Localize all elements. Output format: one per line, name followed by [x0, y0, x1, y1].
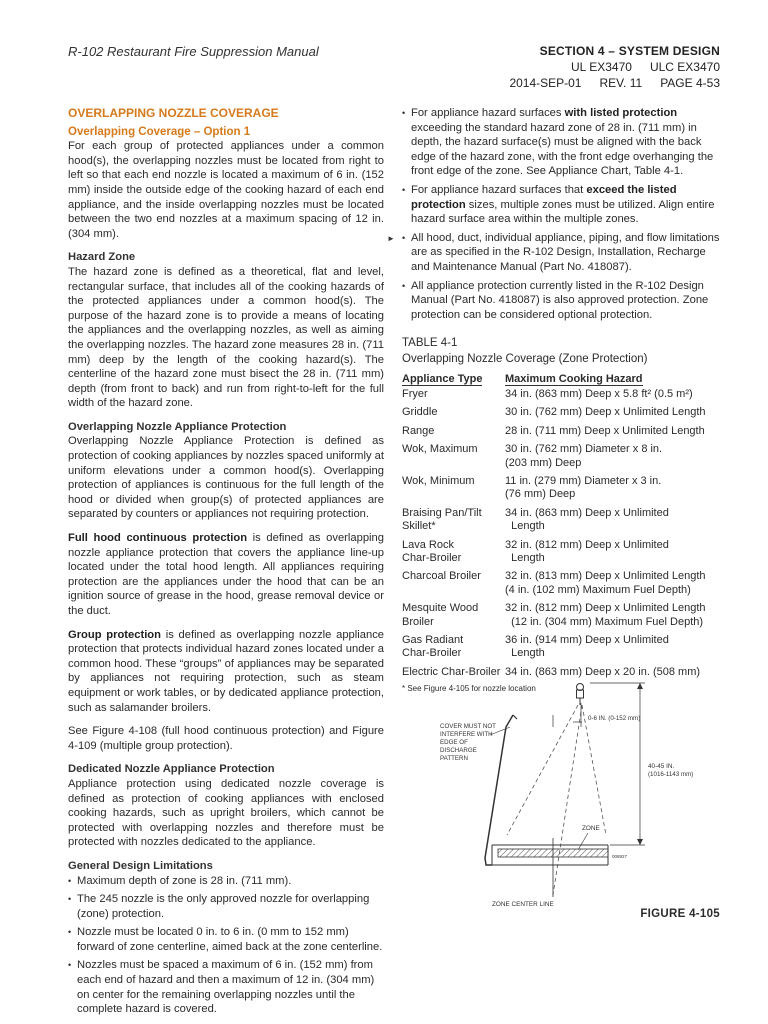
hazard-line: 34 in. (863 mm) Deep x 20 in. (508 mm) [505, 665, 701, 678]
appliance-cell [402, 443, 505, 475]
list-item [402, 183, 720, 227]
list-item [387, 231, 720, 275]
full-hood-text: is defined as overlapping nozzle appliance protection that covers the appliance line-up located under the total hood length. All appliances requiring protection are the appliances under the hood that can be an ignition source of grease in the hood, grease removal device or the duct. [68, 532, 384, 617]
hazard-line: 11 in. (279 mm) Diameter x 3 in. [505, 474, 662, 487]
table-row [402, 475, 706, 507]
appliance-line: Range [402, 424, 435, 437]
cover-label-5: PATTERN [440, 755, 468, 762]
hazard-line: 36 in. (914 mm) Deep x Unlimited [505, 634, 669, 646]
appliance-line: Broiler [402, 615, 434, 628]
table-note: * See Figure 4-105 for nozzle location [402, 684, 536, 694]
hazard-line: 30 in. (762 mm) Diameter x 8 in. [505, 443, 663, 456]
onap-heading: Overlapping Nozzle Appliance Protection [68, 420, 287, 433]
ul-listing: UL EX3470 [571, 60, 632, 74]
manual-title: R-102 Restaurant Fire Suppression Manual [68, 44, 319, 59]
bold-term: exceed the listed protection [411, 183, 677, 211]
appliance-line: Griddle [402, 406, 438, 419]
group-text: is defined as overlapping nozzle appliance protection that protects individual hazard zones located under a common hood. These “groups” of appliances may be separated by appliances not requiring protection, such as steam equipment or work tables, or by dedicated appliance protection, such as salamander broilers. [68, 628, 385, 714]
appliance-line: Char-Broiler [402, 551, 462, 564]
text-fragment: sizes, multiple zones must be utilized. Align entire hazard surface area within the multiple zones. [411, 198, 715, 226]
appliance-cell [402, 539, 505, 571]
appliance-cell [402, 388, 505, 406]
date-line [509, 75, 720, 91]
appliance-line: Mesquite Wood [402, 602, 479, 615]
hazard-line: (12 in. (304 mm) Maximum Fuel Depth) [505, 615, 704, 628]
dnap-paragraph: Appliance protection using dedicated nozzle coverage is defined as protection of cooking appliances with enclosed cooking hazards, such as upright broilers, which cannot be protected with overlapping nozzles and therefore must be protected with nozzles dedicated to the appliance. [68, 777, 384, 849]
hazard-line: 30 in. (762 mm) Deep x Unlimited Length [505, 406, 706, 419]
max-hazard-cell [505, 388, 706, 406]
appliance-line: Wok, Maximum [402, 443, 478, 456]
list-item: • Nozzle must be located 0 in. to 6 in. (0 mm to 152 mm) forward of zone centerline, aimed back at the zone centerline. [68, 925, 384, 954]
appliance-cell [402, 570, 505, 602]
date: 2014-SEP-01 [509, 76, 582, 90]
hazard-line: Length [505, 520, 545, 533]
hazard-line: Length [505, 551, 545, 564]
list-item: • Maximum depth of zone is 28 in. (711 mm). [68, 874, 384, 889]
appliance-line: Gas Radiant [402, 634, 464, 646]
bold-term: with listed protection [564, 107, 678, 119]
list-item [402, 106, 720, 179]
nozzle-body [577, 690, 584, 698]
discharge-edge-right [582, 705, 606, 835]
table-row [402, 388, 706, 406]
hazard-line: 34 in. (863 mm) Deep x 5.8 ft² (0.5 m²) [505, 387, 693, 400]
cover-label-1: COVER MUST NOT [440, 723, 496, 730]
left-column [68, 106, 384, 1021]
table-row [402, 443, 706, 475]
max-hazard-cell [505, 406, 706, 424]
right-column [387, 106, 720, 697]
hazard-line: Length [505, 647, 545, 660]
figure-4-105 [410, 675, 730, 925]
hazard-line: 32 in. (813 mm) Deep x Unlimited Length [505, 570, 706, 583]
appliance-cell [402, 634, 505, 666]
nozzle-icon [577, 684, 584, 691]
text-fragment: All hood, duct, individual appliance, piping, and flow limitations are as specified in the R-102 Design, Installation, Recharge and Maintenance Manual (Part No. 418087). [411, 231, 720, 273]
list-item: • The 245 nozzle is the only approved nozzle for overlapping (zone) protection. [68, 892, 384, 921]
full-hood-term: Full hood continuous protection [68, 532, 248, 545]
table-title: TABLE 4-1 [402, 337, 458, 350]
table-subtitle: Overlapping Nozzle Coverage (Zone Protection) [402, 352, 648, 365]
offset-label: 0-6 IN. (0-152 mm) [588, 715, 641, 722]
drawing-code: 008927 [612, 854, 628, 859]
appliance-line: Char-Broiler [402, 647, 462, 660]
figure-caption: FIGURE 4-105 [640, 908, 720, 920]
max-hazard-cell [505, 443, 706, 475]
appliance-line: Electric Char-Broiler [402, 665, 501, 678]
table-header-row [402, 373, 706, 388]
table-row [402, 539, 706, 571]
table-row [402, 406, 706, 424]
discharge-center [553, 705, 582, 895]
appliance-cell [402, 475, 505, 507]
listing-line [509, 59, 720, 75]
appliance-line: Skillet* [402, 520, 436, 533]
height-label-2: (1016-1143 mm) [648, 771, 694, 778]
full-hood-paragraph [68, 531, 384, 619]
arrow-up-icon [637, 683, 643, 689]
max-hazard-cell [505, 475, 706, 507]
revision-marker-icon: • ► [387, 233, 395, 243]
onap-paragraph: Overlapping Nozzle Appliance Protection is defined as protection of cooking appliances by nozzles spaced uniformly at uniform elevations under a common hood(s). Overlapping protection of appliances is continuous for the full length of the hood or divided when group(s) of protected appliances are separated by counters or appliances not requiring protection. [68, 435, 384, 521]
option-paragraph: For each group of protected appliances under a common hood(s), the overlapping nozzles must be located from right to left so that each end nozzle is located a maximum of 6 in. (152 mm) inside the outside edge of the cooking hazard of each end appliance, and the inside overlapping nozzles must be located between the two end nozzles at a maximum spacing of 12 in. (304 mm). [68, 140, 384, 240]
option-heading: Overlapping Coverage – Option 1 [68, 125, 251, 138]
zone-leader [578, 833, 588, 850]
centerline-label: ZONE CENTER LINE [492, 901, 554, 908]
cover-label-2: INTERFERE WITH [440, 731, 493, 738]
zone-label: ZONE [582, 825, 600, 832]
gdl-list [68, 874, 384, 1017]
hazard-line: 34 in. (863 mm) Deep x Unlimited [505, 506, 669, 519]
hazard-line: 32 in. (812 mm) Deep x Unlimited Length [505, 602, 706, 615]
appliance-line: Braising Pan/Tilt [402, 506, 482, 519]
cover-label-3: EDGE OF [440, 739, 468, 746]
max-hazard-cell [505, 570, 706, 602]
table-row [402, 425, 706, 443]
appliance-cell [402, 602, 505, 634]
column-header-appliance [402, 373, 505, 388]
cover-edge [513, 715, 517, 719]
hazard-line: (4 in. (102 mm) Maximum Fuel Depth) [505, 583, 691, 596]
hazard-line: (76 mm) Deep [505, 488, 576, 501]
section-heading: OVERLAPPING NOZZLE COVERAGE [68, 106, 279, 120]
hazard-zone-heading: Hazard Zone [68, 251, 136, 264]
max-hazard-cell [505, 634, 706, 666]
table-row [402, 507, 706, 539]
max-hazard-cell [505, 539, 706, 571]
hazard-line: 32 in. (812 mm) Deep x Unlimited [505, 538, 669, 551]
height-label-1: 40-45 IN. [648, 763, 675, 770]
gdl-heading: General Design Limitations [68, 859, 213, 872]
max-hazard-cell [505, 602, 706, 634]
header-text: Appliance Type [402, 372, 483, 385]
appliance-line: Fryer [402, 387, 428, 400]
max-hazard-cell [505, 507, 706, 539]
arrow-down-icon [637, 839, 643, 845]
page-header-info [509, 43, 720, 91]
dnap-heading: Dedicated Nozzle Appliance Protection [68, 763, 275, 776]
header-text: Maximum Cooking Hazard [505, 372, 643, 385]
text-fragment: exceeding the standard hazard zone of 28 in. (711 mm) in depth, the hazard surface(s) must be aligned with the back edge of the hazard zone, with the front edge overhanging the front edge of the zone. See Appliance Chart, Table 4-1. [411, 121, 714, 178]
discharge-edge-left [507, 705, 578, 835]
coverage-table [402, 373, 706, 685]
max-hazard-cell [505, 425, 706, 443]
ulc-listing: ULC EX3470 [649, 60, 720, 74]
cover-label-4: DISCHARGE [440, 747, 477, 754]
table-row [402, 602, 706, 634]
table-row [402, 570, 706, 602]
section-title: SECTION 4 – SYSTEM DESIGN [539, 44, 720, 58]
list-item: • Nozzles must be spaced a maximum of 6 in. (152 mm) from each end of hazard and then a maximum of 12 in. (304 mm) on center for the remaining overlapping nozzles until the complete hazard is covered. [68, 958, 384, 1016]
appliance-line: Charcoal Broiler [402, 570, 481, 583]
appliance-line: Lava Rock [402, 538, 454, 551]
list-item: • All appliance protection currently listed in the R-102 Design Manual (Part No. 418087) is also approved protection. Zone protection can be considered optional protection. [402, 279, 720, 323]
appliance-cell [402, 507, 505, 539]
appliance-line: Wok, Minimum [402, 474, 475, 487]
see-figures-paragraph: See Figure 4-108 (full hood continuous protection) and Figure 4-109 (multiple group protection). [68, 725, 384, 752]
text-fragment: For appliance hazard surfaces [411, 107, 565, 119]
group-term: Group protection [68, 628, 161, 641]
column-header-max-hazard [505, 373, 706, 388]
revision: REV. 11 [599, 76, 643, 90]
nozzle-diagram [410, 675, 730, 915]
table-row [402, 634, 706, 666]
hazard-line: (203 mm) Deep [505, 456, 582, 469]
hazard-line: 28 in. (711 mm) Deep x Unlimited Length [505, 424, 705, 437]
limitations-list [387, 106, 720, 322]
appliance-cell [402, 425, 505, 443]
appliance-cell [402, 406, 505, 424]
group-paragraph [68, 628, 384, 716]
page-number: PAGE 4-53 [660, 76, 720, 90]
hazard-zone-paragraph: The hazard zone is defined as a theoretical, flat and level, rectangular surface, that includes all of the cooking hazards of the protected appliances under a common hood(s). The purpose of the hazard zone is to provide a means of locating the appliances and the overlapping nozzles, as well as aiming the overlapping nozzles. The hazard zone measures 28 in. (711 mm) deep by the length of the cooking hazard(s). The centerline of the hazard zone must bisect the 28 in. (711 mm) depth (from front to back) and run from right-to-left for the full width of the hazard zone. [68, 265, 384, 410]
text-fragment: For appliance hazard surfaces that [411, 183, 587, 196]
